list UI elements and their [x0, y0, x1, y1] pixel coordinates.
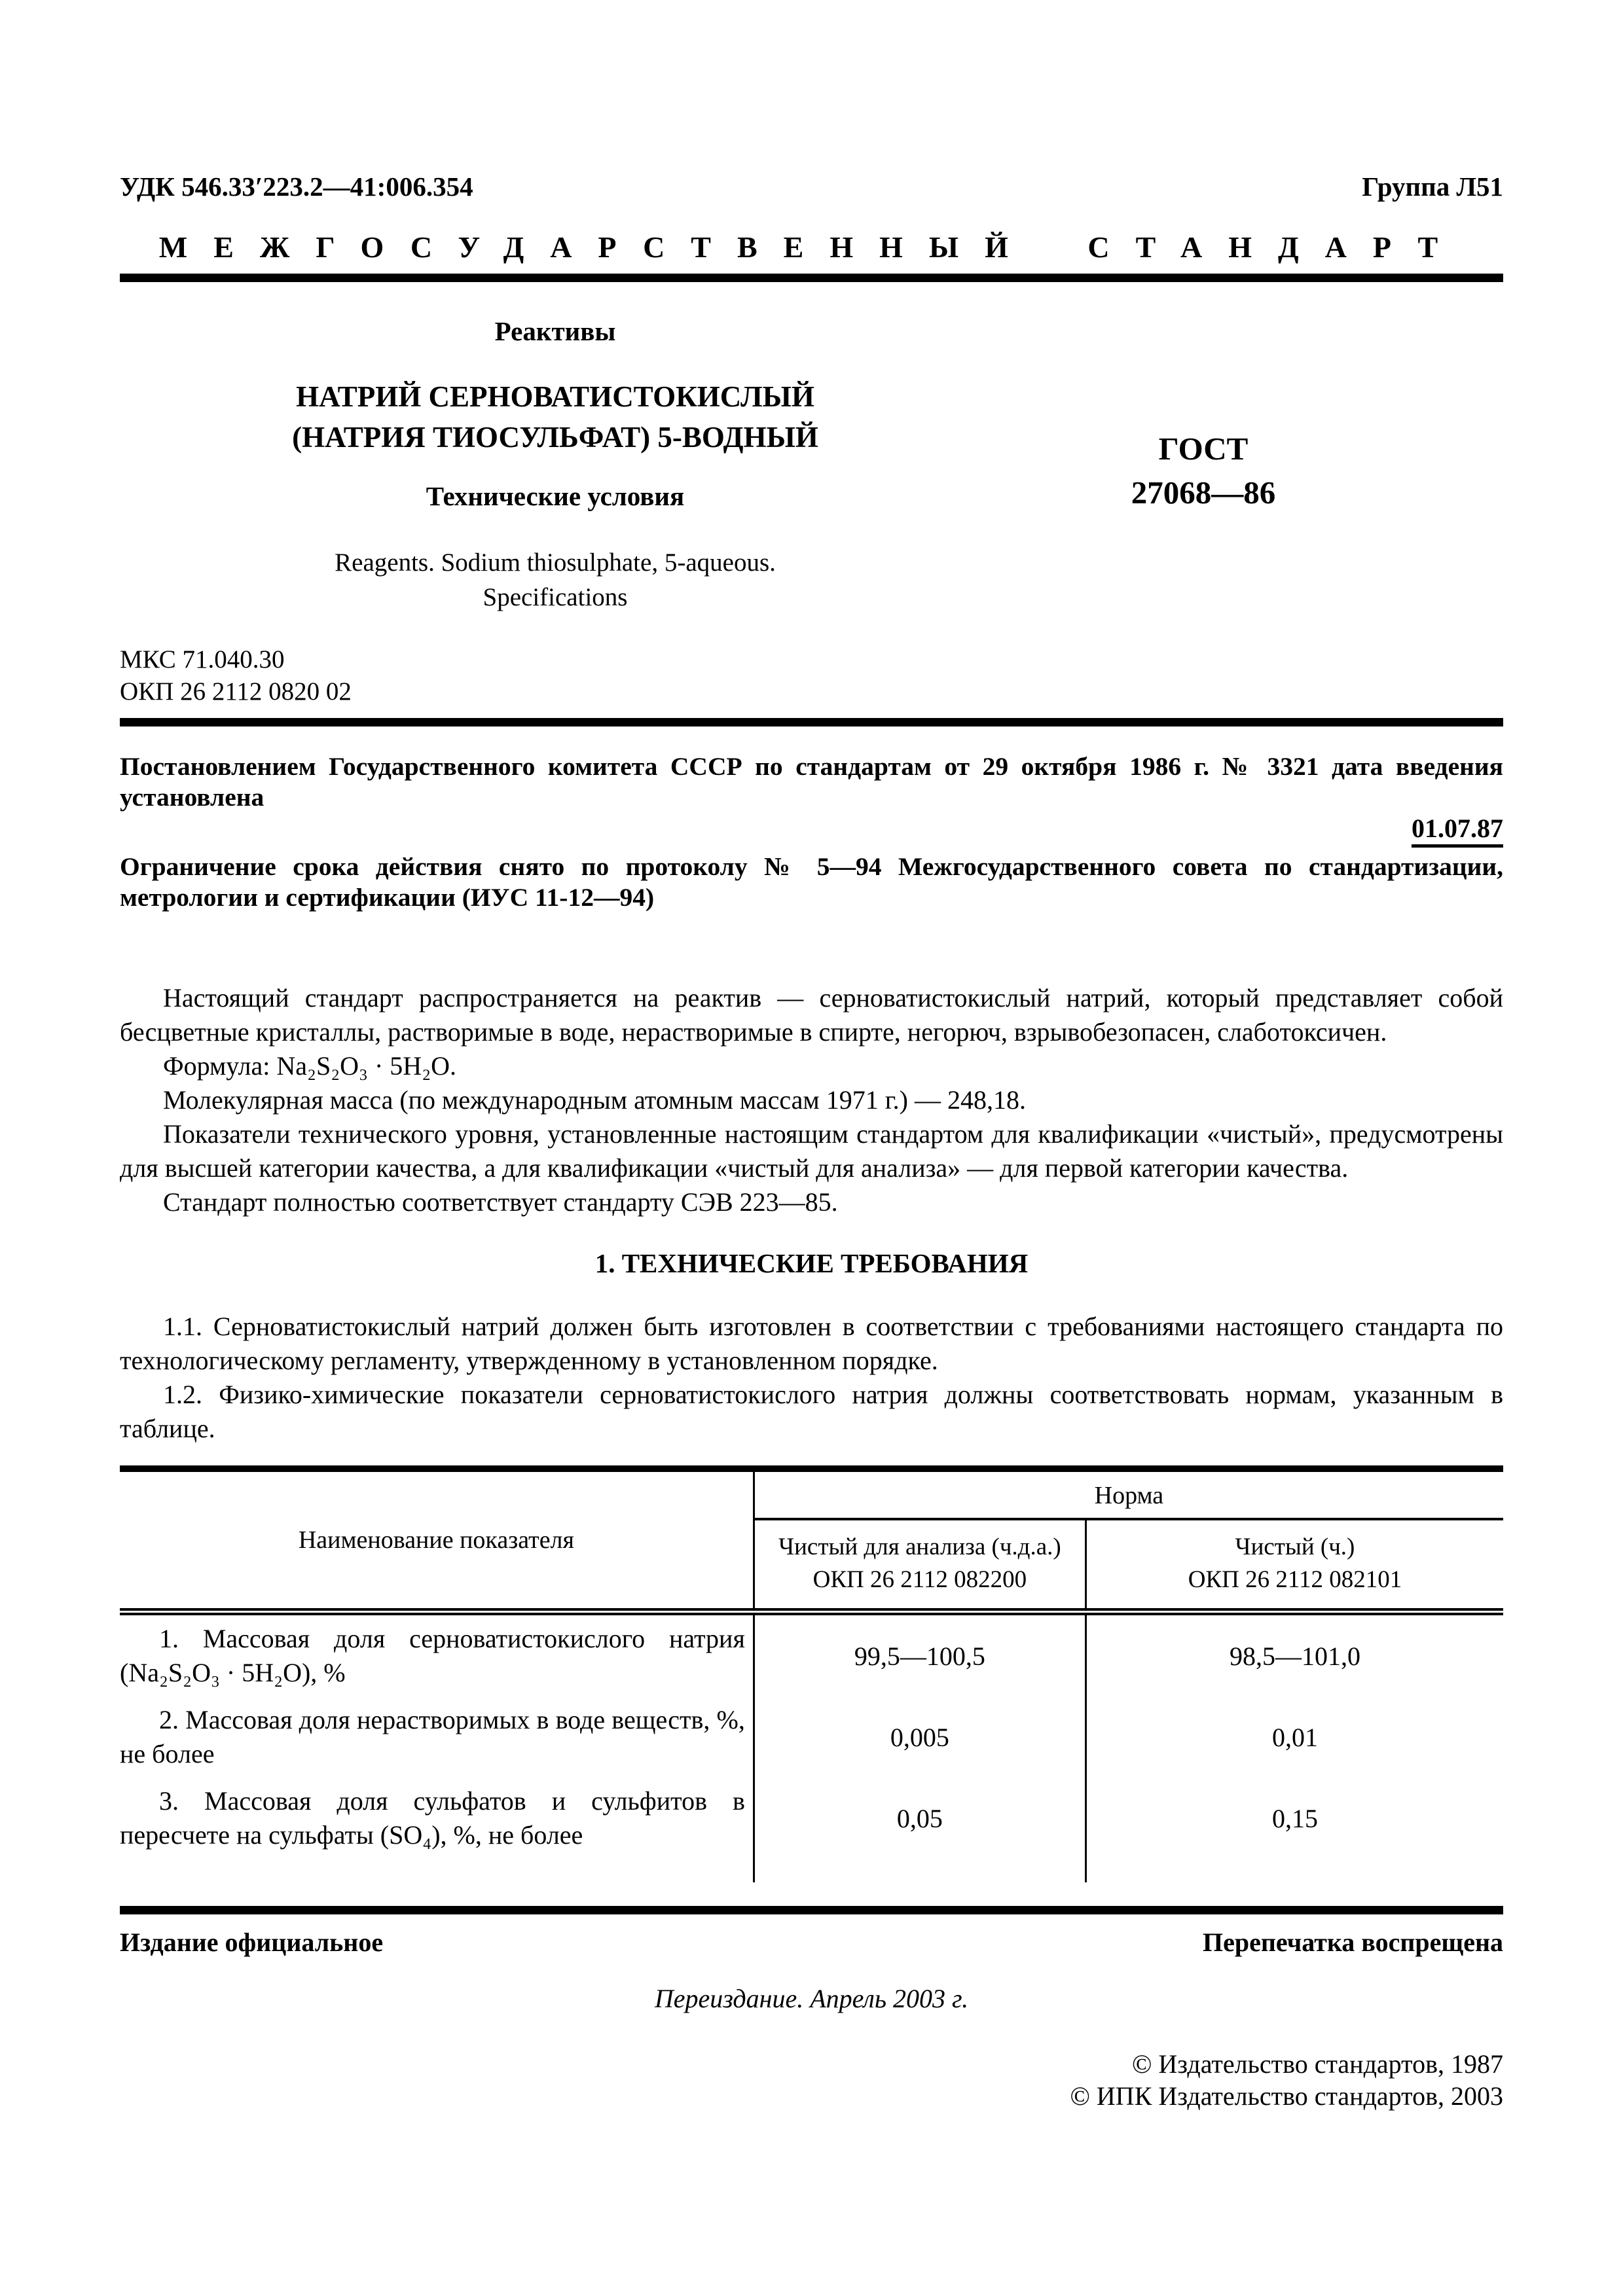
subtitle: Технические условия: [426, 481, 685, 511]
clause-1-2: 1.2. Физико-химические показатели серноватистокислого натрия должны соответствовать нормам, указанным в таблице.: [120, 1380, 1503, 1443]
section-1-heading: 1. ТЕХНИЧЕСКИЕ ТРЕБОВАНИЯ: [594, 1248, 1029, 1278]
copyright-line-1: © Издательство стандартов, 1987: [1131, 2049, 1503, 2079]
standard-title-ru: [120, 376, 991, 457]
section-1-body: [120, 1310, 1503, 1446]
sev-conformity-paragraph: Стандарт полностью соответствует стандарту СЭВ 223—85.: [163, 1187, 838, 1217]
ch-header-line-1: Чистый (ч.): [1235, 1534, 1355, 1560]
table-row-3-name: 3. Массовая доля сульфатов и сульфитов в пересчете на сульфаты (SO₄), %, не более: [120, 1778, 755, 1859]
column-header-ch: [1087, 1520, 1503, 1608]
table-row-1-chda-value: 99,5—100,5: [755, 1615, 1087, 1696]
official-edition-label: Издание официальное: [120, 1928, 384, 1957]
chda-header-line-2: ОКП 26 2112 082200: [812, 1566, 1027, 1593]
limitation-paragraph: Ограничение срока действия снято по протоколу № 5—94 Межгосударственного совета по стандартизации, метрологии и сертификации (ИУС 11-12—94): [120, 852, 1503, 912]
classification-codes: [120, 643, 1503, 708]
udk-code: УДК 546.33′223.2—41:006.354: [120, 171, 473, 202]
gost-label: ГОСТ: [1158, 431, 1249, 467]
table-row-3-ch-value: 0,15: [1271, 1803, 1318, 1833]
category-label: Реактивы: [494, 316, 616, 346]
table-body: [120, 1615, 1503, 1882]
table-spacer-cell: [755, 1859, 1087, 1882]
table-spacer-cell: [120, 1859, 755, 1882]
table-row-2-chda-value: 0,005: [755, 1696, 1087, 1778]
scope-paragraph: Настоящий стандарт распространяется на реактив — серноватистокислый натрий, который представляет собой бесцветные кристаллы, растворимые в воде, нерастворимые в спирте, негорюч, взрывобезопасен, слаботоксичен.: [120, 983, 1503, 1047]
reprint-prohibited-label: Перепечатка воспрещена: [1203, 1928, 1503, 1957]
introduction-date: 01.07.87: [1412, 814, 1503, 848]
horizontal-rule-footer: [120, 1906, 1503, 1914]
copyright-line-2: © ИПК Издательство стандартов, 2003: [1070, 2081, 1503, 2111]
group-code: Группа Л51: [1362, 171, 1503, 202]
requirements-table: [120, 1465, 1503, 1882]
horizontal-rule-second: [120, 718, 1503, 726]
copyright-block: [120, 2048, 1503, 2112]
gost-designation: [1059, 427, 1347, 514]
gost-number: 27068—86: [1131, 475, 1276, 511]
top-header-row: [120, 171, 1503, 202]
horizontal-rule-top: [120, 274, 1503, 282]
clause-1-1: 1.1. Серноватистокислый натрий должен быть изготовлен в соответствии с требованиями настоящего стандарта по технологическому регламенту, утвержденному в установленном порядке.: [120, 1312, 1503, 1375]
introduction-date-row: [120, 814, 1503, 848]
standard-type-heading: МЕЖГОСУДАРСТВЕННЫЙ СТАНДАРТ: [158, 230, 1465, 264]
mks-code: МКС 71.040.30: [120, 645, 285, 673]
title-line-2: (НАТРИЯ ТИОСУЛЬФАТ) 5-ВОДНЫЙ: [292, 421, 818, 454]
decree-paragraph: Постановлением Государственного комитета СССР по стандартам от 29 октября 1986 г. № 3321 дата введения установлена: [120, 752, 1503, 812]
edition-row: [120, 1928, 1503, 1958]
table-row-2-ch-value: 0,01: [1271, 1722, 1318, 1752]
table-row-2-name: 2. Массовая доля нерастворимых в воде веществ, %, не более: [120, 1696, 755, 1778]
molecular-mass-paragraph: Молекулярная масса (по международным атомным массам 1971 г.) — 248,18.: [163, 1085, 1026, 1115]
ch-header-line-2: ОКП 26 2112 082101: [1188, 1566, 1402, 1593]
table-header: [120, 1465, 1503, 1615]
column-header-norm: Норма: [755, 1472, 1503, 1520]
okp-code: ОКП 26 2112 0820 02: [120, 677, 352, 706]
reissue-note: Переиздание. Апрель 2003 г.: [654, 1984, 969, 2013]
column-header-chda: [755, 1520, 1087, 1608]
table-row-3-chda-value: 0,05: [755, 1778, 1087, 1859]
table-spacer-cell: [1087, 1859, 1503, 1882]
title-en-line-2: Specifications: [483, 583, 628, 611]
quality-level-paragraph: Показатели технического уровня, установленные настоящим стандартом для квалификации «чистый», предусмотрены для высшей категории качества, а для квалификации «чистый для анализа» — для первой категории качества.: [120, 1119, 1503, 1183]
scope-section: [120, 981, 1503, 1219]
table-row-1-name: 1. Массовая доля серноватистокислого натрия (Na₂S₂O₃ · 5H₂O), %: [120, 1615, 755, 1696]
title-block: [120, 316, 991, 615]
chda-header-line-1: Чистый для анализа (ч.д.а.): [778, 1534, 1061, 1560]
table-row-1-ch-value: 98,5—101,0: [1229, 1641, 1360, 1671]
title-line-1: НАТРИЙ СЕРНОВАТИСТОКИСЛЫЙ: [296, 380, 814, 413]
column-header-indicator-name: Наименование показателя: [120, 1472, 755, 1608]
title-en-line-1: Reagents. Sodium thiosulphate, 5-aqueous.: [335, 548, 776, 577]
formula-paragraph: Формула: Na₂S₂O₃ · 5H₂O.: [163, 1051, 457, 1081]
standard-title-en: [120, 545, 991, 615]
